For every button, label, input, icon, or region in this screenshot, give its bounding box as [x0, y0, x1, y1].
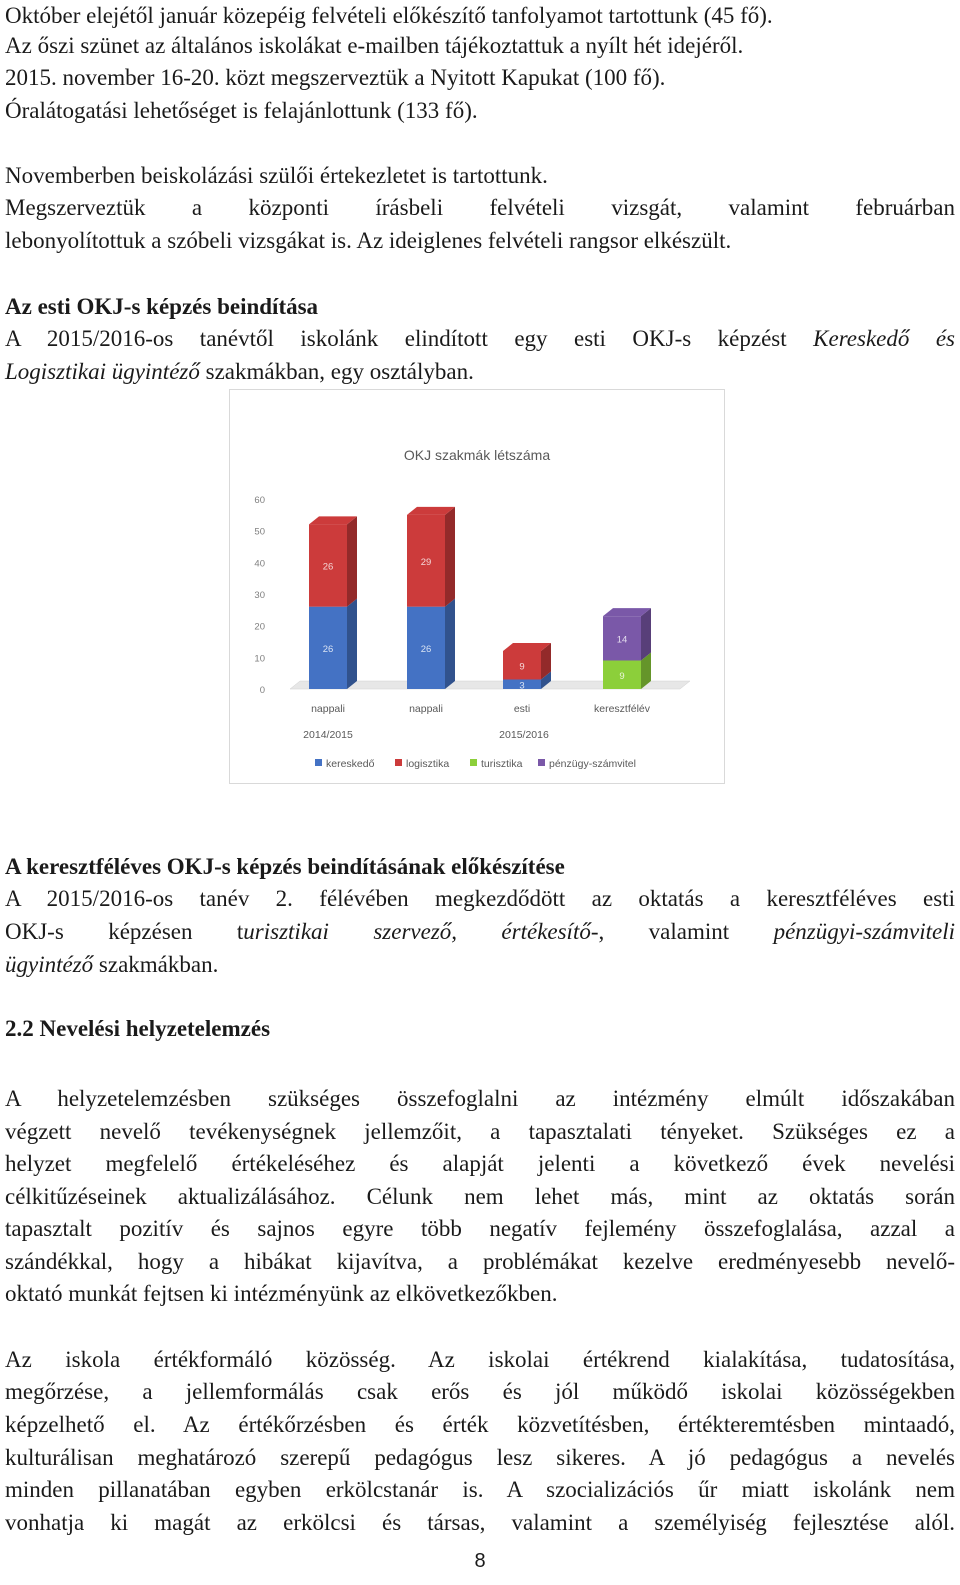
legend-label: kereskedő [326, 758, 375, 770]
paragraph-line: Megszerveztük a központi írásbeli felvételi vizsgát, valamint februárban [5, 195, 955, 220]
paragraph-line: célkitűzéseinek aktualizálásához. Célunk nem lehet más, mint az oktatás során [5, 1184, 955, 1209]
legend-label: pénzügy-számvitel [549, 758, 636, 770]
data-label: 29 [420, 556, 432, 568]
legend-swatch [538, 759, 545, 766]
data-label: 9 [619, 670, 625, 682]
italic-text: ügyintéző [5, 952, 94, 977]
paragraph-line: OKJ-s képzésen turisztikai szervező, értékesítő-, valamint pénzügyi-számviteli [5, 919, 955, 944]
data-label: 26 [420, 643, 432, 655]
data-label: 14 [616, 634, 628, 646]
paragraph-line: képzelhető el. Az értékőrzésben és érték közvetítésben, értékteremtésben mintaadó, [5, 1412, 955, 1437]
x-tick-label: nappali [311, 703, 345, 715]
legend-label: turisztika [481, 758, 523, 770]
legend-swatch [315, 759, 322, 766]
paragraph-line: kulturálisan meghatározó szerepű pedagógus lesz sikeres. A jó pedagógus a nevelés [5, 1445, 955, 1470]
y-tick-label: 20 [254, 621, 265, 633]
bar-segment-side [347, 599, 357, 689]
bar-segment-side [445, 507, 455, 607]
paragraph-line: Novemberben beiskolázási szülői értekezletet is tartottunk. [5, 163, 548, 188]
paragraph-line: vonhatja ki magát az erkölcsi és társas, valamint a személyiség fejlesztése alól. [5, 1510, 955, 1535]
paragraph-line: A 2015/2016-os tanév 2. félévében megkezdődött az oktatás a keresztféléves esti [5, 886, 955, 911]
y-tick-label: 40 [254, 558, 265, 570]
paragraph-line: megőrzése, a jellemformálás csak erős és jól működő iskolai közösségekben [5, 1379, 955, 1404]
italic-text: Kereskedő és [813, 326, 956, 351]
legend-label: logisztika [406, 758, 450, 770]
data-label: 26 [322, 561, 334, 573]
x-tick-label: nappali [409, 703, 443, 715]
paragraph-line: Logisztikai ügyintéző szakmákban, egy osztályban. [5, 359, 474, 384]
y-tick-label: 50 [254, 526, 265, 538]
section-heading: 2.2 Nevelési helyzetelemzés [5, 1016, 271, 1041]
paragraph-line: tapasztalt pozitív és sajnos egyre több negatív fejlemény összefoglalása, azzal a [5, 1216, 955, 1241]
paragraph-line: ügyintéző szakmákban. [5, 952, 219, 977]
y-tick-label: 10 [254, 653, 265, 665]
group-label: 2015/2016 [499, 729, 549, 741]
paragraph-line: szándékkal, hogy a hibákat kijavítva, a problémákat kezelve eredményesebb nevelő- [5, 1249, 955, 1274]
paragraph-line: Az iskola értékformáló közösség. Az iskolai értékrend kialakítása, tudatosítása, [5, 1347, 955, 1372]
legend-swatch [395, 759, 402, 766]
group-label: 2014/2015 [303, 729, 353, 741]
bar-segment-side [445, 599, 455, 689]
chart-title: OKJ szakmák létszáma [403, 447, 551, 463]
y-tick-label: 0 [259, 685, 265, 696]
paragraph-line: végzett nevelő tevékenységnek jellemzőit, a tapasztalati tényeket. Szükséges ez a [5, 1119, 955, 1144]
bar-segment-side [347, 516, 357, 606]
paragraph-line: helyzet megfelelő értékeléséhez és alapját jelenti a következő évek nevelési [5, 1151, 955, 1176]
data-label: 26 [322, 643, 334, 655]
paragraph-line: minden pillanatában egyben erkölcstanár is. A szocializációs űr miatt iskolánk nem [5, 1477, 955, 1502]
data-label: 3 [519, 680, 525, 692]
bar-segment-side [641, 608, 651, 660]
paragraph-line: A helyzetelemzésben szükséges összefoglalni az intézmény elmúlt időszakában [5, 1086, 955, 1111]
okj-bar-chart [229, 389, 725, 784]
italic-text: pénzügyi-számviteli [773, 919, 955, 944]
italic-text: urisztikai szervező, értékesítő [243, 919, 591, 944]
paragraph-line: A 2015/2016-os tanévtől iskolánk elindított egy esti OKJ-s képzést Kereskedő és [5, 326, 956, 351]
italic-text: Logisztikai ügyintéző [5, 359, 200, 384]
legend-swatch [470, 759, 477, 766]
paragraph-line: oktató munkát fejtsen ki intézményünk az elkövetkezőkben. [5, 1281, 558, 1306]
paragraph-line: Október elejétől január közepéig felvételi előkészítő tanfolyamot tartottunk (45 fő). [5, 3, 773, 28]
paragraph-line: lebonyolítottuk a szóbeli vizsgákat is. Az ideiglenes felvételi rangsor elkészült. [5, 228, 732, 253]
paragraph-line: Az őszi szünet az általános iskolákat e-mailben tájékoztattuk a nyílt hét idejéről. [5, 33, 744, 58]
paragraph-line: Óralátogatási lehetőséget is felajánlottunk (133 fő). [5, 98, 478, 123]
section-heading: A keresztféléves OKJ-s képzés beindításának előkészítése [5, 854, 565, 879]
section-heading: Az esti OKJ-s képzés beindítása [5, 294, 319, 319]
x-tick-label: keresztfélév [593, 703, 651, 715]
page-number: 8 [474, 1550, 486, 1572]
x-tick-label: esti [513, 703, 531, 715]
y-tick-label: 30 [254, 590, 265, 601]
data-label: 9 [519, 661, 525, 673]
paragraph-line: 2015. november 16-20. közt megszerveztük a Nyitott Kapukat (100 fő). [5, 65, 666, 90]
y-tick-label: 60 [254, 495, 265, 506]
